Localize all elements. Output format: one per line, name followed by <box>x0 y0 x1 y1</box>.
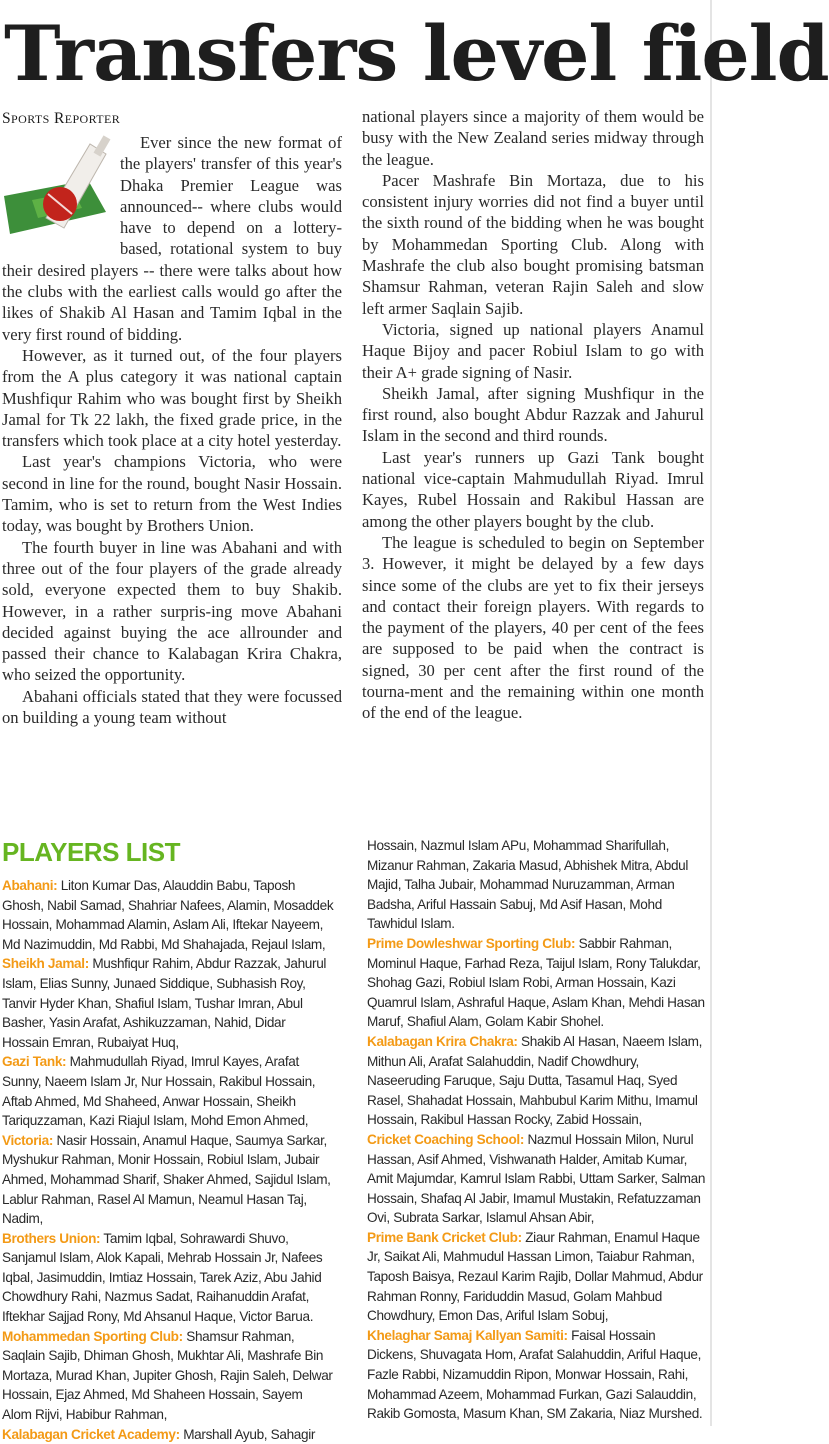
article-paragraph: Ever since the new format of the players' transfer of this year's Dhaka Premier League was announced-- where clubs would have to depend on a lottery-based, rotational system to buy their desired players -- there were talks about how the clubs with the earliest calls would go after the likes of Shakib Al Hasan and Tamim Iqbal in the very first round of bidding. <box>2 133 342 344</box>
club-entry <box>367 1130 707 1228</box>
article-paragraph: Abahani officials stated that they were focussed on building a young team without <box>2 686 342 728</box>
column-rule <box>710 0 712 1426</box>
article-paragraph: The fourth buyer in line was Abahani and with three out of the four players of the grade already sold, everyone expected them to buy Shakib. However, in a rather surpris-ing move Abahani decided against buying the ace allrounder and passed their chance to Kalabagan Krira Chakra, who seized the opportunity. <box>2 537 342 685</box>
article-column-right <box>362 106 704 724</box>
club-entry <box>2 1229 334 1327</box>
club-entry <box>367 1228 707 1326</box>
club-players: Marshall Ayub, Sahagir <box>183 1426 316 1442</box>
club-entry <box>2 1131 334 1229</box>
club-name: Khelaghar Samaj Kallyan Samiti: <box>367 1327 568 1343</box>
club-name: Mohammedan Sporting Club: <box>2 1328 183 1344</box>
club-name: Kalabagan Krira Chakra: <box>367 1033 518 1049</box>
club-name: Prime Dowleshwar Sporting Club: <box>367 935 576 951</box>
club-players: Shamsur Rahman, Saqlain Sajib, Dhiman Ghosh, Mukhtar Ali, Mashrafe Bin Mortaza, Murad Khan, Jupiter Ghosh, Rajin Saleh, Delwar Hossain, Ejaz Ahmed, Md Shaheen Hossain, Sayem Alom Rijvi, Habibur Rahman, <box>2 1328 333 1423</box>
players-list-left <box>2 876 334 1444</box>
club-entry <box>2 876 334 954</box>
article-body-left <box>2 132 342 728</box>
players-list-heading: PLAYERS LIST <box>2 837 180 867</box>
club-players: Faisal Hossain Dickens, Shuvagata Hom, Arafat Salahuddin, Ariful Haque, Fazle Rabbi, Nizamuddin Ripon, Monwar Hossain, Rahi, Mohammad Azeem, Mohammad Furkan, Gazi Salauddin, Rakib Gomosta, Masum Khan, SM Zakaria, Niaz Murshed. <box>367 1327 703 1422</box>
article-body-right <box>362 106 704 724</box>
article-column-left <box>2 106 342 728</box>
article-paragraph: national players since a majority of them would be busy with the New Zealand series midway through the league. <box>362 107 704 169</box>
club-players: Tamim Iqbal, Sohrawardi Shuvo, Sanjamul Islam, Alok Kapali, Mehrab Hossain Jr, Nafees Iqbal, Jasimuddin, Imtiaz Hossain, Tarek Aziz, Abu Jahid Chowdhury Rahi, Nazmus Sadat, Raihanuddin Arafat, Iftekhar Sajjad Rony, Md Ahsanul Haque, Victor Barua. <box>2 1230 323 1325</box>
article-paragraph: The league is scheduled to begin on September 3. However, it might be delayed by a few days since some of the clubs are yet to fix their jerseys and contact their foreign players. With regards to the payment of the players, 40 per cent of the fees are supposed to be paid when the contract is signed, 30 per cent after the first round of the tourna-ment and the remaining within one month of the end of the league. <box>362 532 704 723</box>
club-entry <box>2 954 334 1052</box>
club-entry <box>367 1032 707 1130</box>
club-name: Kalabagan Cricket Academy: <box>2 1426 180 1442</box>
article-paragraph: However, as it turned out, of the four players from the A plus category it was national captain Mushfiqur Rahim who was bought first by Sheikh Jamal for Tk 22 lakh, the fixed grade price, in the transfers which took place at a city hotel yesterday. <box>2 345 342 451</box>
cricket-bat-ball-icon <box>2 134 114 242</box>
club-entry <box>2 1327 334 1425</box>
club-name: Gazi Tank: <box>2 1054 67 1070</box>
article-paragraph: Sheikh Jamal, after signing Mushfiqur in the first round, also bought Abdur Razzak and Jahurul Islam in the second and third rounds. <box>362 383 704 446</box>
club-name: Abahani: <box>2 878 58 893</box>
club-name: Sheikh Jamal: <box>2 956 89 972</box>
byline-text: SPORTS REPORTER <box>2 110 121 127</box>
bat-handle <box>94 135 111 156</box>
article-paragraph: Last year's champions Victoria, who were second in line for the round, bought Nasir Hossain. Tamim, who is set to return from the West Indies today, was bought by Brothers Union. <box>2 452 342 536</box>
byline <box>2 106 342 132</box>
club-name: Cricket Coaching School: <box>367 1131 525 1147</box>
article-paragraph: Pacer Mashrafe Bin Mortaza, due to his consistent injury worries did not find a buyer until the sixth round of the bidding when he was bought by Mohammedan Sporting Club. Along with Mashrafe the club also bought promising batsman Shamsur Rahman, veteran Rajin Saleh and slow left armer Saqlain Sajib. <box>362 170 704 318</box>
club-players: Nasir Hossain, Anamul Haque, Saumya Sarkar, Myshukur Rahman, Monir Hossain, Robiul Islam, Jubair Ahmed, Mohammad Sharif, Shaker Ahmed, Sajidul Islam, Lablur Rahman, Rasel Al Mamun, Neamul Hasan Taj, Nadim, <box>2 1132 331 1227</box>
club-players: Sabbir Rahman, Mominul Haque, Farhad Reza, Taijul Islam, Rony Talukdar, Shohag Gazi, Robiul Islam Robi, Arman Hossain, Kazi Quamrul Islam, Ashraful Haque, Aslam Khan, Mehdi Hasan Maruf, Shafiul Alam, Golam Kabir Shohel. <box>367 935 705 1030</box>
article-paragraph: Last year's runners up Gazi Tank bought national vice-captain Mahmudullah Riyad. Imrul Kayes, Rubel Hossain and Rakibul Hassan are among the other players bought by the club. <box>362 447 704 531</box>
club-players: Hossain, Nazmul Islam APu, Mohammad Sharifullah, Mizanur Rahman, Zakaria Masud, Abhishek Mitra, Abdul Majid, Talha Jubair, Mohammad Nuruzamman, Arman Badsha, Ariful Hassain Sabuj, Md Asif Hasan, Mohd Tawhidul Islam. <box>367 838 689 932</box>
club-players: Nazmul Hossain Milon, Nurul Hassan, Asif Ahmed, Vishwanath Halder, Amitab Kumar, Amit Majumdar, Kamrul Islam Rabbi, Uttam Sarker, Salman Hossain, Shafaq Al Jabir, Imamul Mustakin, Refatuzzaman Ovi, Subrata Sarkar, Islamul Ahsan Abir, <box>367 1131 706 1226</box>
club-name: Victoria: <box>2 1132 53 1148</box>
players-list-right <box>367 836 707 1424</box>
club-players: Mushfiqur Rahim, Abdur Razzak, Jahurul Islam, Elias Sunny, Junaed Siddique, Subhasish Roy, Tanvir Hyder Khan, Shafiul Islam, Tushar Imran, Abul Basher, Yasin Arafat, Ashikuzzaman, Nahid, Didar Hossain Emran, Rubaiyat Huq, <box>2 956 327 1050</box>
club-players: Mahmudullah Riyad, Imrul Kayes, Arafat Sunny, Naeem Islam Jr, Nur Hossain, Rakibul Hossain, Aftab Ahmed, Md Shaheed, Anwar Hossain, Sheikh Tariquzzaman, Kazi Riajul Islam, Mohd Emon Ahmed, <box>2 1054 316 1129</box>
club-name: Brothers Union: <box>2 1230 101 1246</box>
club-entry <box>2 1425 334 1444</box>
club-players: Ziaur Rahman, Enamul Haque Jr, Saikat Ali, Mahmudul Hassan Limon, Taiabur Rahman, Taposh Baisya, Rezaul Karim Rajib, Dollar Mahmud, Abdur Rahman Ronny, Fariduddin Masud, Golam Mahbud Chowdhury, Emon Das, Ariful Islam Sobuj, <box>367 1229 703 1324</box>
article-paragraph: Victoria, signed up national players Anamul Haque Bijoy and pacer Robiul Islam to go with their A+ grade signing of Nasir. <box>362 319 704 382</box>
club-entry <box>367 934 707 1032</box>
club-name: Prime Bank Cricket Club: <box>367 1229 522 1245</box>
headline: Transfers level field <box>4 9 829 98</box>
club-entry <box>367 1326 707 1424</box>
club-entry-continued <box>367 836 707 934</box>
club-entry <box>2 1052 334 1130</box>
club-players: Liton Kumar Das, Alauddin Babu, Taposh Ghosh, Nabil Samad, Shahriar Nafees, Alamin, Mosaddek Hossain, Mohammad Alamin, Aslam Ali, Iftekar Nayeem, Md Nazimuddin, Md Rabbi, Md Shahajada, Rejaul Islam, <box>2 878 334 952</box>
club-players: Shakib Al Hasan, Naeem Islam, Mithun Ali, Arafat Salahuddin, Nadif Chowdhury, Naseeruding Faruque, Saju Dutta, Tasamul Haq, Syed Rasel, Shahadat Hossain, Mahbubul Karim Mithu, Imamul Hossain, Rakibul Hassan Rocky, Zabid Hossain, <box>367 1033 703 1128</box>
